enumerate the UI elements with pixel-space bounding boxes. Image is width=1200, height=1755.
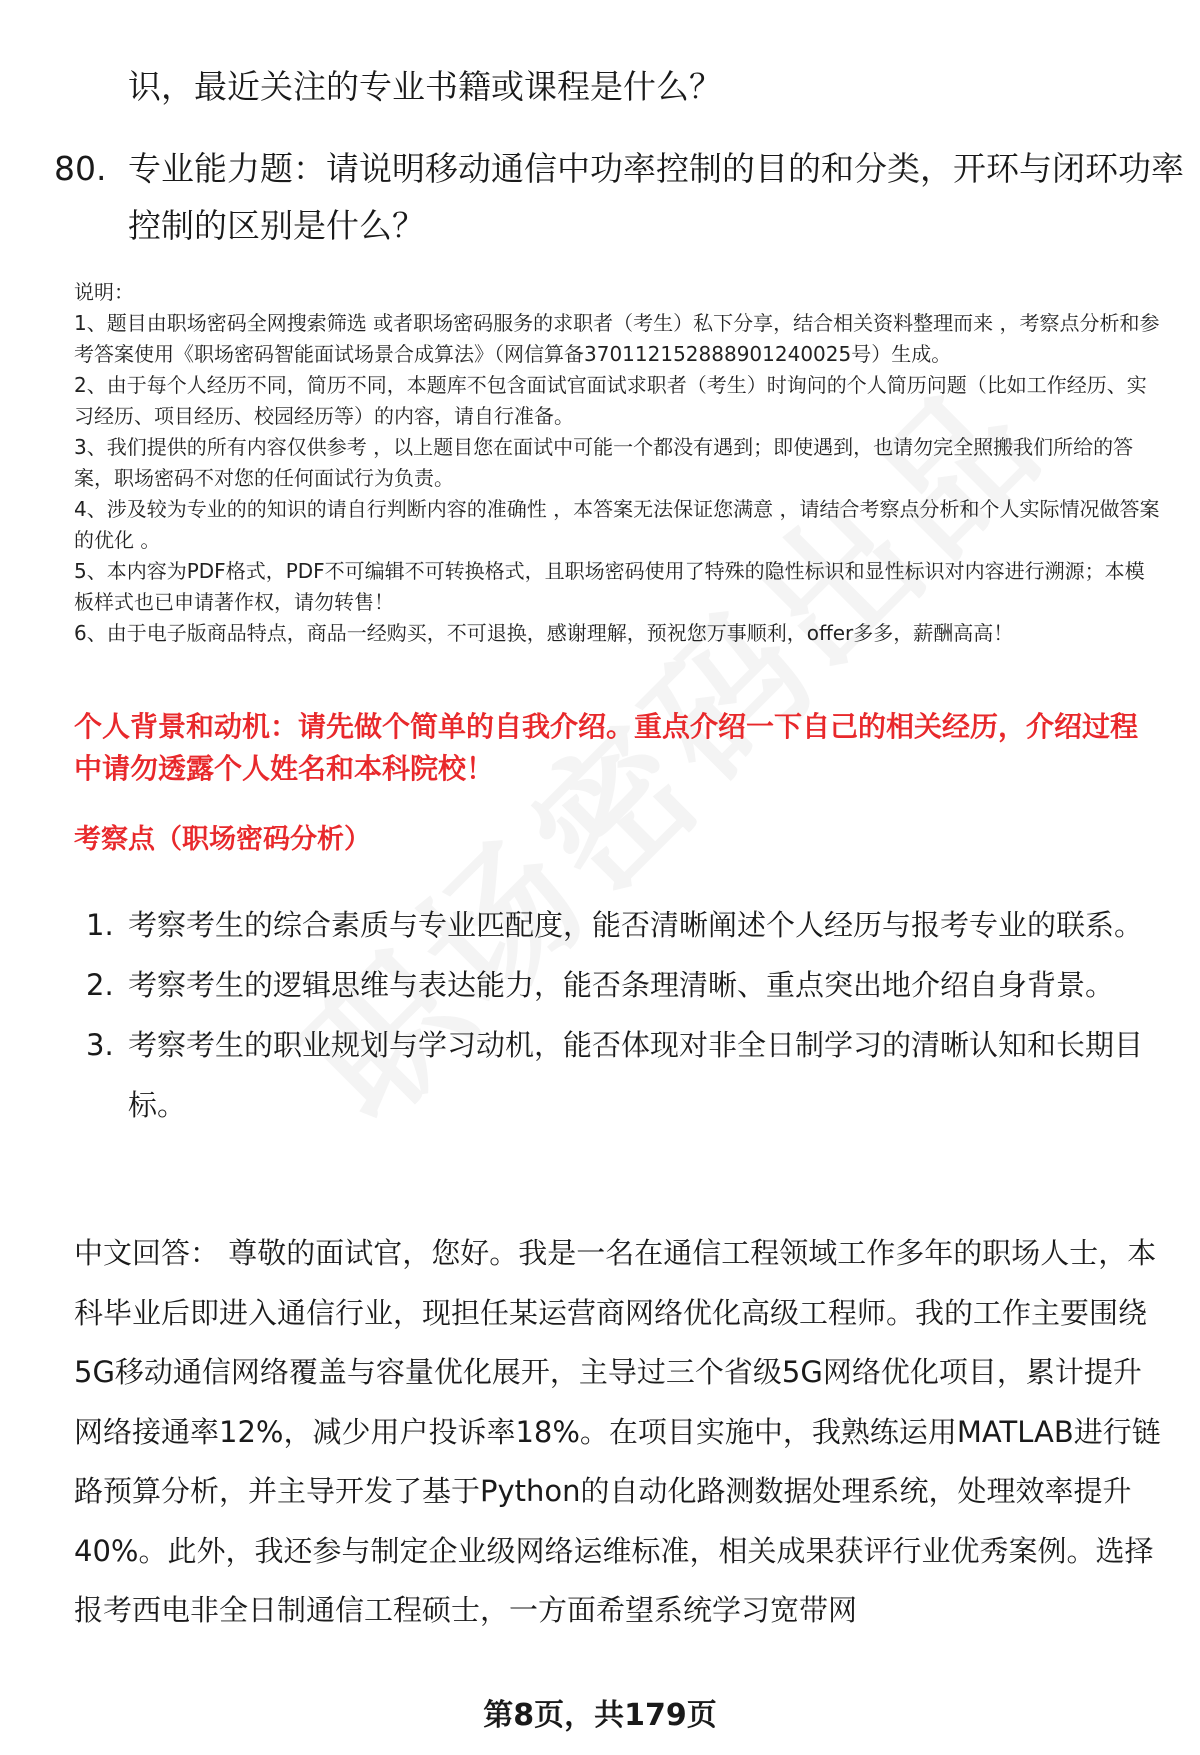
answer-label: 中文回答： xyxy=(74,1236,220,1270)
note-item: 2、由于每个人经历不同，简历不同，本题库不包含面试官面试求职者（考生）时询问的个人简历问题（比如工作经历、实习经历、项目经历、校园经历等）的内容，请自行准备。 xyxy=(74,373,1147,428)
answer-block xyxy=(74,1224,1164,1641)
note-item: 3、我们提供的所有内容仅供参考 ，以上题目您在面试中可能一个都没有遇到；即使遇到，也请勿完全照搬我们所给的答案，职场密码不对您的任何面试行为负责。 xyxy=(74,435,1134,490)
section-heading: 个人背景和动机：请先做个简单的自我介绍。重点介绍一下自己的相关经历，介绍过程中请勿透露个人姓名和本科院校！ xyxy=(74,710,1139,785)
question-number: 80. xyxy=(54,149,107,188)
list-item-text: 考察考生的逻辑思维与表达能力，能否条理清晰、重点突出地介绍自身背景。 xyxy=(128,968,1115,1002)
notes-section xyxy=(74,277,1164,649)
list-item xyxy=(74,955,1164,1015)
list-item xyxy=(74,1015,1164,1135)
page-footer: 第8页，共179页 xyxy=(483,1698,717,1733)
answer-text: 尊敬的面试官，您好。我是一名在通信工程领域工作多年的职场人士，本科毕业后即进入通信行业，现担任某运营商网络优化高级工程师。我的工作主要围绕5G移动通信网络覆盖与容量优化展开，主导过三个省级5G网络优化项目，累计提升网络接通率12%，减少用户投诉率18%。在项目实施中，我熟练运用MATLAB进行链路预算分析，并主导开发了基于Python的自动化路测数据处理系统，处理效率提升40%。此外，我还参与制定企业级网络运维标准，相关成果获评行业优秀案例。选择报考西电非全日制通信工程硕士，一方面希望系统学习宽带网 xyxy=(74,1236,1161,1627)
list-item-number: 1. xyxy=(86,908,114,942)
list-item-text: 考察考生的综合素质与专业匹配度，能否清晰阐述个人经历与报考专业的联系。 xyxy=(128,908,1144,942)
list-item-number: 3. xyxy=(86,1028,114,1062)
note-item: 4、涉及较为专业的的知识的请自行判断内容的准确性 ，本答案无法保证您满意 ，请结合考察点分析和个人实际情况做答案的优化 。 xyxy=(74,497,1160,552)
notes-title: 说明： xyxy=(74,280,134,304)
note-item: 6、由于电子版商品特点，商品一经购买，不可退换，感谢理解，预祝您万事顺利，offer多多，薪酬高高！ xyxy=(74,621,1014,645)
list-item xyxy=(74,895,1164,955)
analysis-points xyxy=(74,895,1164,1135)
question-continuation: 识，最近关注的专业书籍或课程是什么？ xyxy=(128,67,722,106)
question-text: 专业能力题：请说明移动通信中功率控制的目的和分类，开环与闭环功率控制的区别是什么？ xyxy=(128,149,1184,245)
analysis-title: 考察点（职场密码分析） xyxy=(74,824,371,855)
note-item: 5、本内容为PDF格式，PDF不可编辑不可转换格式，且职场密码使用了特殊的隐性标识和显性标识对内容进行溯源；本模板样式也已申请著作权，请勿转售！ xyxy=(74,559,1145,614)
list-item-number: 2. xyxy=(86,968,114,1002)
note-item: 1、题目由职场密码全网搜索筛选 或者职场密码服务的求职者（考生）私下分享，结合相关资料整理而来 ，考察点分析和参考答案使用《职场密码智能面试场景合成算法》（网信算备370112152888901240025号）生成。 xyxy=(74,311,1160,366)
list-item-text: 考察考生的职业规划与学习动机，能否体现对非全日制学习的清晰认知和长期目标。 xyxy=(128,1028,1144,1122)
